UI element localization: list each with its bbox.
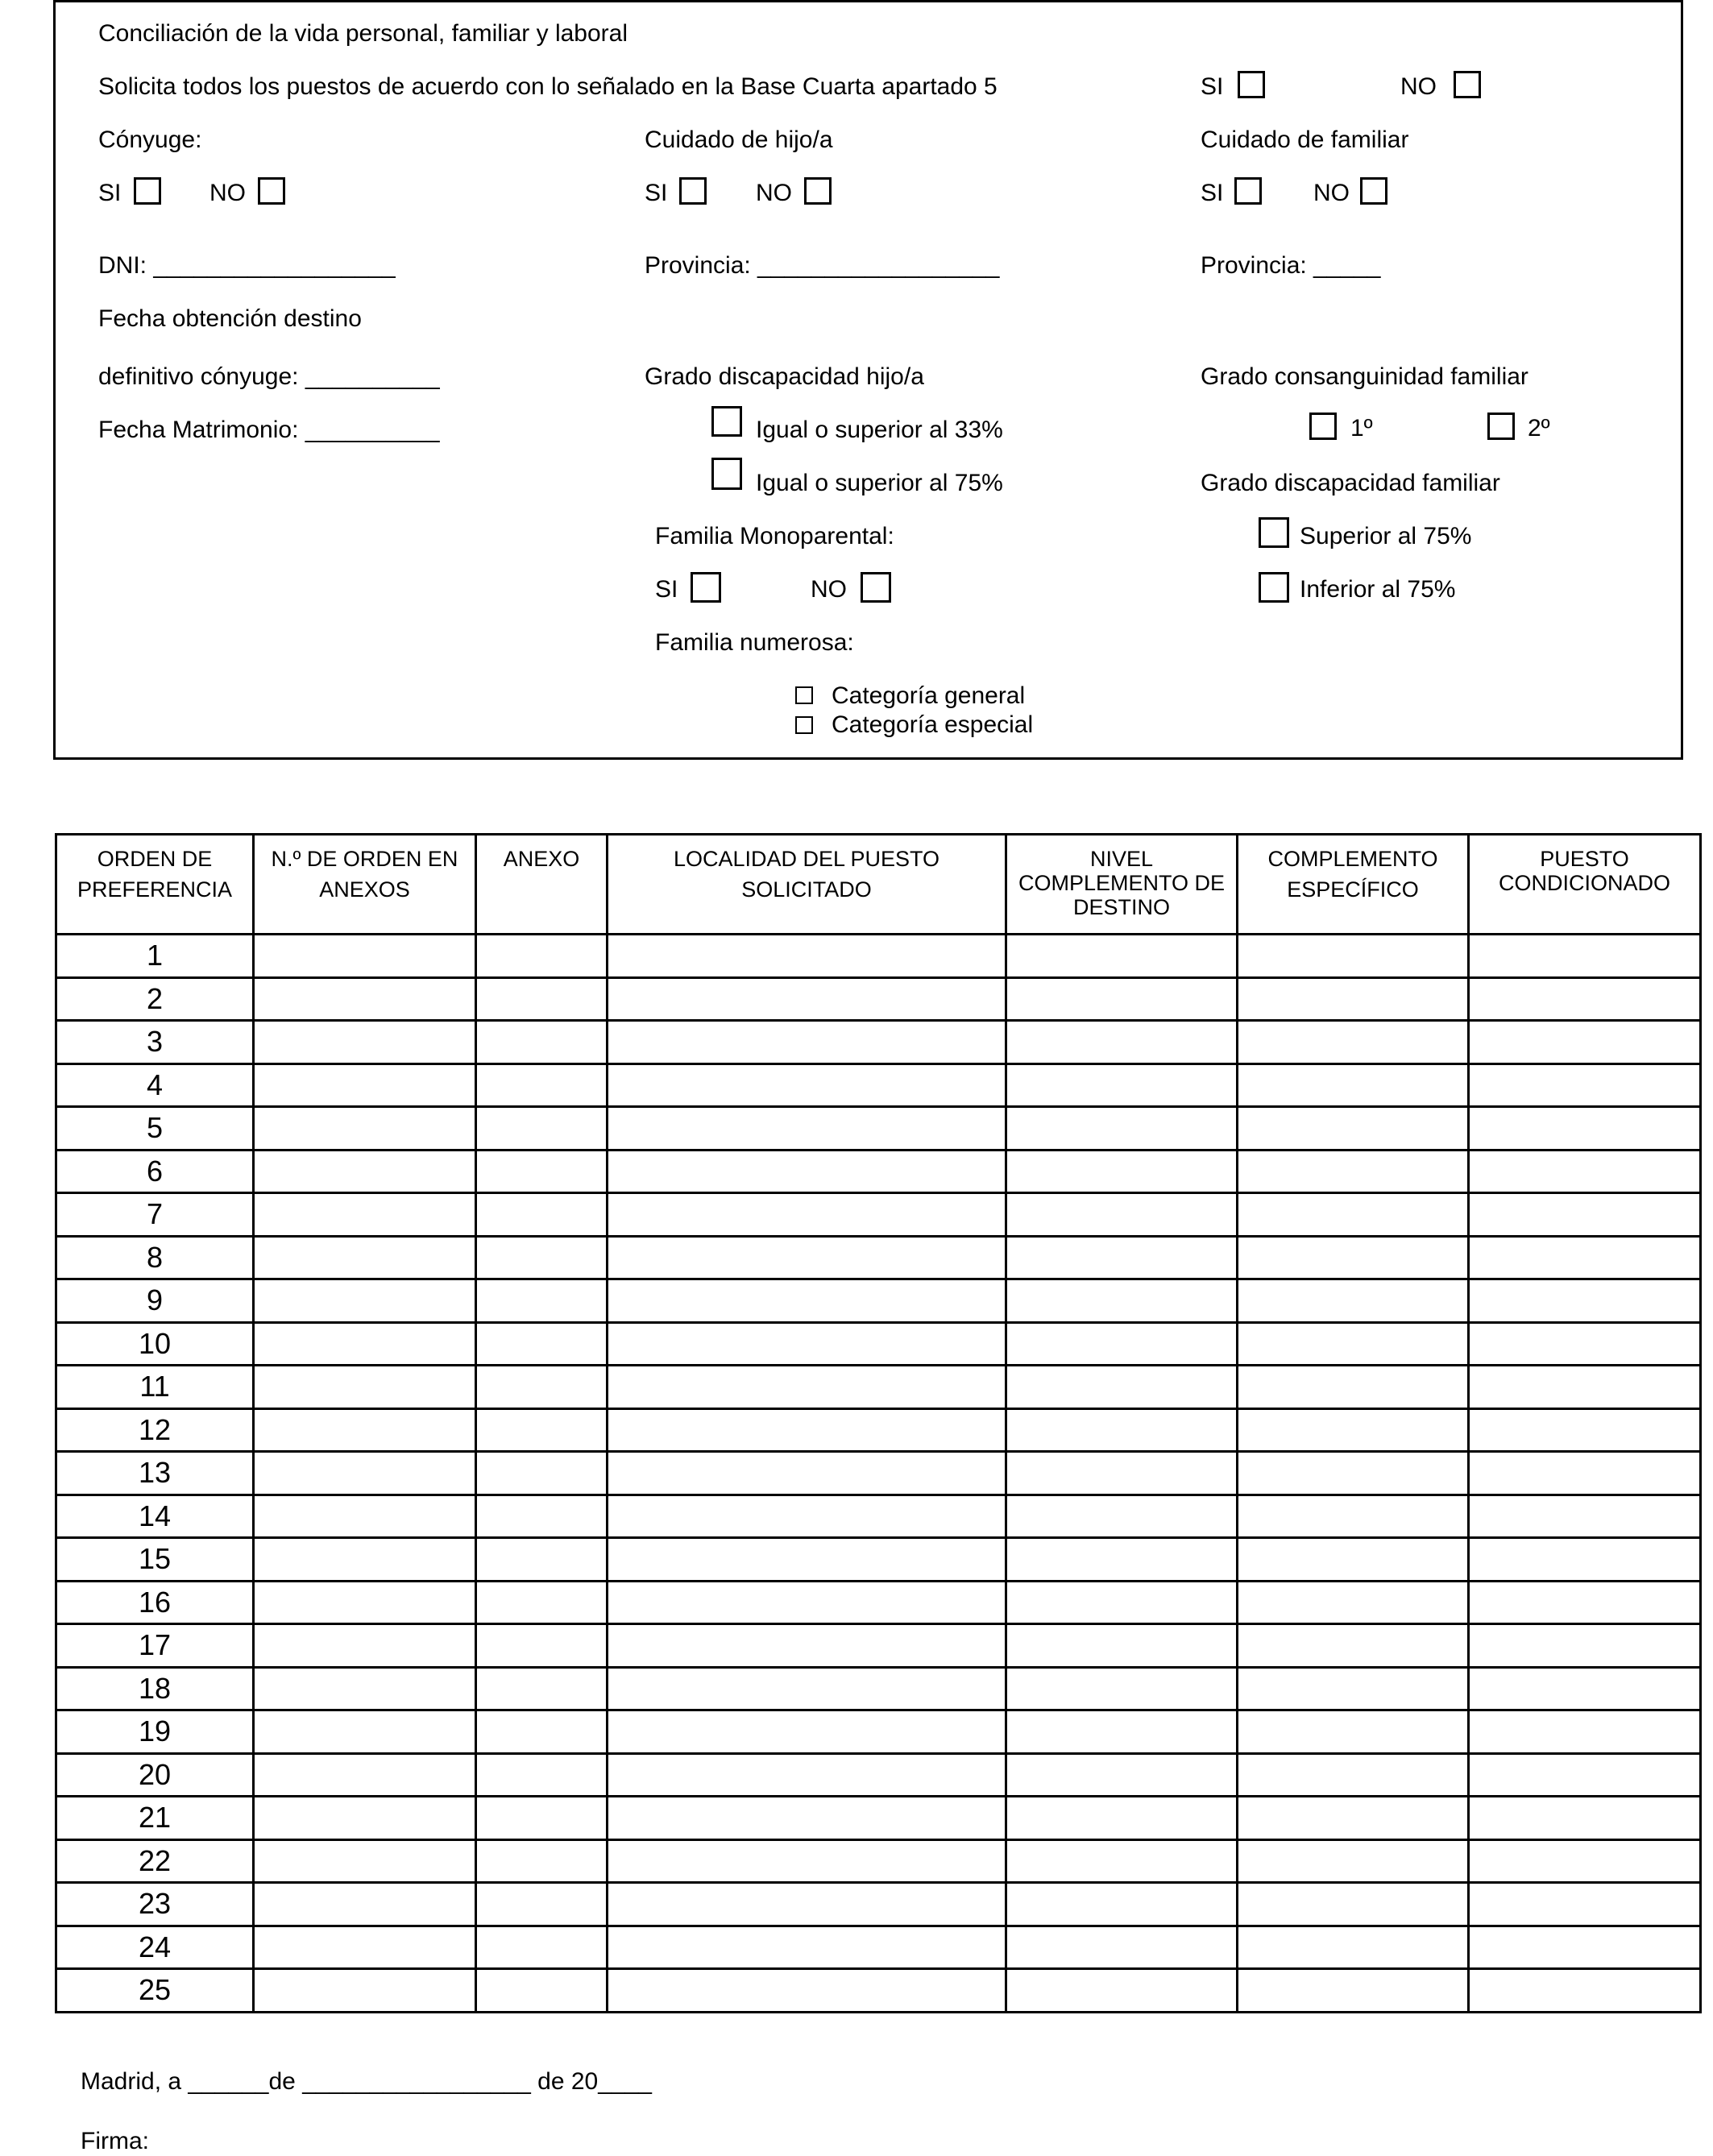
table-header-row (56, 835, 1701, 935)
row-preference-number: 2 (56, 977, 254, 1021)
large-family-label: Familia numerosa: (655, 629, 854, 656)
table-cell[interactable] (1238, 1839, 1469, 1883)
table-cell[interactable] (1006, 935, 1238, 978)
table-cell[interactable] (1469, 1624, 1701, 1668)
table-cell[interactable] (1006, 1969, 1238, 2013)
table-cell[interactable] (608, 1452, 1006, 1495)
table-row (56, 1322, 1701, 1366)
family-above-75-checkbox[interactable] (1259, 517, 1289, 548)
table-cell[interactable] (254, 1926, 476, 1969)
row-preference-number: 20 (56, 1753, 254, 1797)
table-cell[interactable] (476, 1926, 608, 1969)
table-cell[interactable] (608, 1538, 1006, 1582)
table-cell[interactable] (254, 1667, 476, 1710)
table-cell[interactable] (1238, 1883, 1469, 1926)
table-cell[interactable] (1006, 1322, 1238, 1366)
row-preference-number: 14 (56, 1495, 254, 1538)
table-cell[interactable] (608, 977, 1006, 1021)
table-cell[interactable] (254, 1538, 476, 1582)
table-cell[interactable] (1238, 1236, 1469, 1279)
table-cell[interactable] (1469, 1926, 1701, 1969)
table-cell[interactable] (1238, 1366, 1469, 1409)
table-row (56, 1883, 1701, 1926)
table-cell[interactable] (1238, 935, 1469, 978)
table-cell[interactable] (608, 1063, 1006, 1107)
table-cell[interactable] (476, 1279, 608, 1323)
row-preference-number: 6 (56, 1150, 254, 1193)
table-cell[interactable] (608, 1495, 1006, 1538)
table-cell[interactable] (476, 1452, 608, 1495)
table-cell[interactable] (1006, 1753, 1238, 1797)
spouse-yes-checkbox[interactable] (134, 177, 161, 205)
table-cell[interactable] (1006, 1107, 1238, 1151)
table-cell[interactable] (1238, 1107, 1469, 1151)
table-cell[interactable] (1238, 1581, 1469, 1624)
table-row (56, 1107, 1701, 1151)
family-province-field[interactable]: Provincia: _____ (1201, 252, 1381, 279)
table-cell[interactable] (608, 1107, 1006, 1151)
table-cell[interactable] (1238, 1322, 1469, 1366)
table-cell[interactable] (1469, 1107, 1701, 1151)
table-cell[interactable] (476, 1107, 608, 1151)
child-care-yes-checkbox[interactable] (679, 177, 707, 205)
table-cell[interactable] (608, 1667, 1006, 1710)
table-cell[interactable] (254, 1495, 476, 1538)
table-cell[interactable] (1006, 1150, 1238, 1193)
table-row (56, 1624, 1701, 1668)
single-parent-no-label: NO (811, 576, 847, 603)
single-parent-label: Familia Monoparental: (655, 523, 894, 549)
table-cell[interactable] (476, 1710, 608, 1754)
table-cell[interactable] (476, 1236, 608, 1279)
table-cell[interactable] (1238, 1150, 1469, 1193)
table-cell[interactable] (608, 935, 1006, 978)
table-cell[interactable] (476, 1495, 608, 1538)
header-annex: ANEXO (476, 835, 608, 935)
table-cell[interactable] (1006, 1452, 1238, 1495)
table-cell[interactable] (608, 1624, 1006, 1668)
table-cell[interactable] (608, 1021, 1006, 1064)
table-cell[interactable] (476, 1193, 608, 1237)
table-cell[interactable] (476, 1624, 608, 1668)
row-preference-number: 17 (56, 1624, 254, 1668)
table-row (56, 1063, 1701, 1107)
table-cell[interactable] (1469, 1969, 1701, 2013)
table-cell[interactable] (476, 1797, 608, 1840)
family-care-yes-checkbox[interactable] (1234, 177, 1262, 205)
table-cell[interactable] (254, 977, 476, 1021)
section-title: Conciliación de la vida personal, familiar y laboral (98, 20, 628, 47)
family-below-75-label: Inferior al 75% (1300, 576, 1456, 603)
table-row (56, 1452, 1701, 1495)
table-row (56, 1021, 1701, 1064)
spouse-no-label: NO (209, 180, 246, 206)
table-cell[interactable] (1469, 1538, 1701, 1582)
row-preference-number: 16 (56, 1581, 254, 1624)
child-disability-heading: Grado discapacidad hijo/a (645, 363, 924, 390)
table-row (56, 1279, 1701, 1323)
table-cell[interactable] (1469, 1452, 1701, 1495)
table-row (56, 1581, 1701, 1624)
table-cell[interactable] (1006, 1063, 1238, 1107)
table-cell[interactable] (1006, 1366, 1238, 1409)
table-row (56, 1667, 1701, 1710)
header-specific-complement: COMPLEMENTO ESPECÍFICO (1238, 835, 1469, 935)
spouse-heading: Cónyuge: (98, 126, 202, 153)
table-cell[interactable] (608, 1236, 1006, 1279)
table-cell[interactable] (1238, 1624, 1469, 1668)
table-row (56, 1495, 1701, 1538)
table-cell[interactable] (1238, 1926, 1469, 1969)
table-cell[interactable] (1006, 1279, 1238, 1323)
table-cell[interactable] (254, 935, 476, 978)
child-province-field[interactable]: Provincia: __________________ (645, 252, 1000, 279)
table-cell[interactable] (1469, 977, 1701, 1021)
table-cell[interactable] (254, 1021, 476, 1064)
marriage-date-field[interactable]: Fecha Matrimonio: __________ (98, 417, 440, 443)
table-cell[interactable] (1006, 1236, 1238, 1279)
table-cell[interactable] (608, 1150, 1006, 1193)
table-cell[interactable] (476, 1667, 608, 1710)
table-cell[interactable] (1006, 1667, 1238, 1710)
kinship-heading: Grado consanguinidad familiar (1201, 363, 1528, 390)
large-family-general-checkbox[interactable] (795, 686, 813, 704)
table-cell[interactable] (1469, 1322, 1701, 1366)
table-cell[interactable] (1006, 1926, 1238, 1969)
table-cell[interactable] (1006, 1495, 1238, 1538)
table-row (56, 1926, 1701, 1969)
kinship-first-label: 1º (1350, 415, 1373, 442)
row-preference-number: 10 (56, 1322, 254, 1366)
row-preference-number: 21 (56, 1797, 254, 1840)
table-cell[interactable] (254, 1193, 476, 1237)
child-care-heading: Cuidado de hijo/a (645, 126, 833, 153)
table-cell[interactable] (1469, 1753, 1701, 1797)
table-cell[interactable] (254, 1581, 476, 1624)
table-cell[interactable] (1006, 1408, 1238, 1452)
table-cell[interactable] (1469, 935, 1701, 978)
family-disability-heading: Grado discapacidad familiar (1201, 470, 1500, 496)
child-disability-75-label: Igual o superior al 75% (756, 470, 1003, 496)
table-cell[interactable] (608, 1926, 1006, 1969)
table-cell[interactable] (1469, 1667, 1701, 1710)
large-family-special-checkbox[interactable] (795, 716, 813, 734)
child-care-no-checkbox[interactable] (804, 177, 832, 205)
table-cell[interactable] (254, 1797, 476, 1840)
table-cell[interactable] (1238, 1495, 1469, 1538)
table-cell[interactable] (1469, 1021, 1701, 1064)
table-cell[interactable] (1006, 1624, 1238, 1668)
request-all-text: Solicita todos los puestos de acuerdo con lo señalado en la Base Cuarta apartado 5 (98, 73, 998, 100)
kinship-second-checkbox[interactable] (1487, 413, 1515, 440)
table-cell[interactable] (1469, 1710, 1701, 1754)
table-cell[interactable] (1469, 1366, 1701, 1409)
row-preference-number: 1 (56, 935, 254, 978)
table-cell[interactable] (1238, 1797, 1469, 1840)
table-cell[interactable] (1006, 1797, 1238, 1840)
table-row (56, 1193, 1701, 1237)
single-parent-no-checkbox[interactable] (861, 572, 891, 603)
header-preference-order: ORDEN DE PREFERENCIA (56, 835, 254, 935)
spouse-dni-field[interactable]: DNI: __________________ (98, 252, 396, 279)
table-cell[interactable] (1238, 977, 1469, 1021)
table-row (56, 1366, 1701, 1409)
table-cell[interactable] (608, 1969, 1006, 2013)
table-cell[interactable] (254, 1710, 476, 1754)
table-row (56, 1408, 1701, 1452)
request-all-yes-label: SI (1201, 73, 1224, 100)
table-cell[interactable] (1469, 1150, 1701, 1193)
large-family-general-label: Categoría general (832, 682, 1026, 709)
spouse-no-checkbox[interactable] (258, 177, 285, 205)
table-cell[interactable] (1238, 1710, 1469, 1754)
table-cell[interactable] (254, 1839, 476, 1883)
table-row (56, 1753, 1701, 1797)
table-cell[interactable] (254, 1150, 476, 1193)
table-cell[interactable] (608, 1322, 1006, 1366)
table-cell[interactable] (476, 1839, 608, 1883)
spouse-definitive-date-field[interactable]: definitivo cónyuge: __________ (98, 363, 440, 390)
family-care-heading: Cuidado de familiar (1201, 126, 1409, 153)
table-cell[interactable] (254, 1753, 476, 1797)
table-cell[interactable] (1469, 1193, 1701, 1237)
table-cell[interactable] (476, 977, 608, 1021)
table-row (56, 1839, 1701, 1883)
header-position-locality: LOCALIDAD DEL PUESTO SOLICITADO (608, 835, 1006, 935)
table-cell[interactable] (608, 1193, 1006, 1237)
table-cell[interactable] (1006, 1710, 1238, 1754)
table-row (56, 1969, 1701, 2013)
table-cell[interactable] (476, 1366, 608, 1409)
table-cell[interactable] (1006, 1193, 1238, 1237)
table-cell[interactable] (1238, 1193, 1469, 1237)
table-cell[interactable] (1238, 1279, 1469, 1323)
table-cell[interactable] (254, 1279, 476, 1323)
table-cell[interactable] (1469, 1883, 1701, 1926)
table-row (56, 1538, 1701, 1582)
table-cell[interactable] (1238, 1063, 1469, 1107)
family-care-no-label: NO (1313, 180, 1350, 206)
table-cell[interactable] (608, 1797, 1006, 1840)
row-preference-number: 11 (56, 1366, 254, 1409)
table-cell[interactable] (1469, 1236, 1701, 1279)
row-preference-number: 25 (56, 1969, 254, 2013)
signature-label: Firma: (81, 2128, 149, 2154)
table-cell[interactable] (608, 1366, 1006, 1409)
table-cell[interactable] (1006, 977, 1238, 1021)
table-row (56, 935, 1701, 978)
table-row (56, 1236, 1701, 1279)
table-cell[interactable] (476, 1322, 608, 1366)
table-cell[interactable] (476, 1581, 608, 1624)
child-care-yes-label: SI (645, 180, 668, 206)
table-cell[interactable] (1238, 1408, 1469, 1452)
table-cell[interactable] (1238, 1452, 1469, 1495)
table-cell[interactable] (1238, 1753, 1469, 1797)
family-below-75-checkbox[interactable] (1259, 572, 1289, 603)
table-cell[interactable] (1469, 1839, 1701, 1883)
table-cell[interactable] (608, 1408, 1006, 1452)
row-preference-number: 3 (56, 1021, 254, 1064)
table-cell[interactable] (1006, 1538, 1238, 1582)
table-cell[interactable] (254, 1408, 476, 1452)
row-preference-number: 19 (56, 1710, 254, 1754)
table-cell[interactable] (254, 1624, 476, 1668)
table-row (56, 1797, 1701, 1840)
table-cell[interactable] (254, 1236, 476, 1279)
table-row (56, 977, 1701, 1021)
row-preference-number: 13 (56, 1452, 254, 1495)
header-conditioned-position: PUESTO CONDICIONADO (1469, 835, 1701, 935)
table-cell[interactable] (608, 1883, 1006, 1926)
place-date-line[interactable]: Madrid, a ______de _________________ de 20____ (81, 2068, 652, 2095)
table-cell[interactable] (1469, 1495, 1701, 1538)
table-cell[interactable] (1469, 1581, 1701, 1624)
table-cell[interactable] (608, 1581, 1006, 1624)
table-cell[interactable] (254, 1969, 476, 2013)
table-cell[interactable] (476, 1150, 608, 1193)
row-preference-number: 8 (56, 1236, 254, 1279)
table-cell[interactable] (1469, 1063, 1701, 1107)
table-cell[interactable] (1469, 1408, 1701, 1452)
row-preference-number: 5 (56, 1107, 254, 1151)
child-care-no-label: NO (756, 180, 792, 206)
request-all-yes-checkbox[interactable] (1238, 71, 1265, 98)
preference-table (55, 833, 1702, 2013)
child-disability-75-checkbox[interactable] (711, 458, 742, 490)
large-family-special-label: Categoría especial (832, 711, 1034, 738)
table-cell[interactable] (254, 1322, 476, 1366)
kinship-first-checkbox[interactable] (1309, 413, 1337, 440)
family-care-no-checkbox[interactable] (1360, 177, 1387, 205)
table-cell[interactable] (476, 1408, 608, 1452)
table-cell[interactable] (1006, 1021, 1238, 1064)
table-cell[interactable] (1238, 1021, 1469, 1064)
table-cell[interactable] (1238, 1538, 1469, 1582)
table-row (56, 1710, 1701, 1754)
row-preference-number: 12 (56, 1408, 254, 1452)
table-cell[interactable] (1469, 1797, 1701, 1840)
table-cell[interactable] (254, 1452, 476, 1495)
single-parent-yes-checkbox[interactable] (691, 572, 721, 603)
row-preference-number: 7 (56, 1193, 254, 1237)
table-row (56, 1150, 1701, 1193)
table-cell[interactable] (608, 1839, 1006, 1883)
row-preference-number: 4 (56, 1063, 254, 1107)
header-annex-order-number: N.º DE ORDEN EN ANEXOS (254, 835, 476, 935)
family-above-75-label: Superior al 75% (1300, 523, 1472, 549)
table-cell[interactable] (254, 1366, 476, 1409)
table-cell[interactable] (476, 1538, 608, 1582)
table-cell[interactable] (1238, 1969, 1469, 2013)
spouse-date-label: Fecha obtención destino (98, 305, 362, 332)
request-all-no-label: NO (1400, 73, 1437, 100)
row-preference-number: 18 (56, 1667, 254, 1710)
row-preference-number: 23 (56, 1883, 254, 1926)
table-cell[interactable] (254, 1883, 476, 1926)
child-disability-33-checkbox[interactable] (711, 406, 742, 437)
kinship-second-label: 2º (1528, 415, 1550, 442)
table-cell[interactable] (476, 1021, 608, 1064)
table-cell[interactable] (476, 1063, 608, 1107)
table-cell[interactable] (608, 1753, 1006, 1797)
spouse-yes-label: SI (98, 180, 122, 206)
row-preference-number: 22 (56, 1839, 254, 1883)
table-cell[interactable] (1238, 1667, 1469, 1710)
table-cell[interactable] (1006, 1883, 1238, 1926)
table-cell[interactable] (608, 1279, 1006, 1323)
family-care-yes-label: SI (1201, 180, 1224, 206)
row-preference-number: 24 (56, 1926, 254, 1969)
header-destination-level: NIVEL COMPLEMENTO DE DESTINO (1006, 835, 1238, 935)
row-preference-number: 9 (56, 1279, 254, 1323)
table-cell[interactable] (476, 1883, 608, 1926)
row-preference-number: 15 (56, 1538, 254, 1582)
request-all-no-checkbox[interactable] (1454, 71, 1481, 98)
table-cell[interactable] (1006, 1839, 1238, 1883)
single-parent-yes-label: SI (655, 576, 678, 603)
table-cell[interactable] (476, 935, 608, 978)
table-cell[interactable] (476, 1969, 608, 2013)
table-cell[interactable] (1469, 1279, 1701, 1323)
table-cell[interactable] (254, 1107, 476, 1151)
child-disability-33-label: Igual o superior al 33% (756, 417, 1003, 443)
table-cell[interactable] (254, 1063, 476, 1107)
table-cell[interactable] (1006, 1581, 1238, 1624)
table-cell[interactable] (476, 1753, 608, 1797)
table-cell[interactable] (608, 1710, 1006, 1754)
